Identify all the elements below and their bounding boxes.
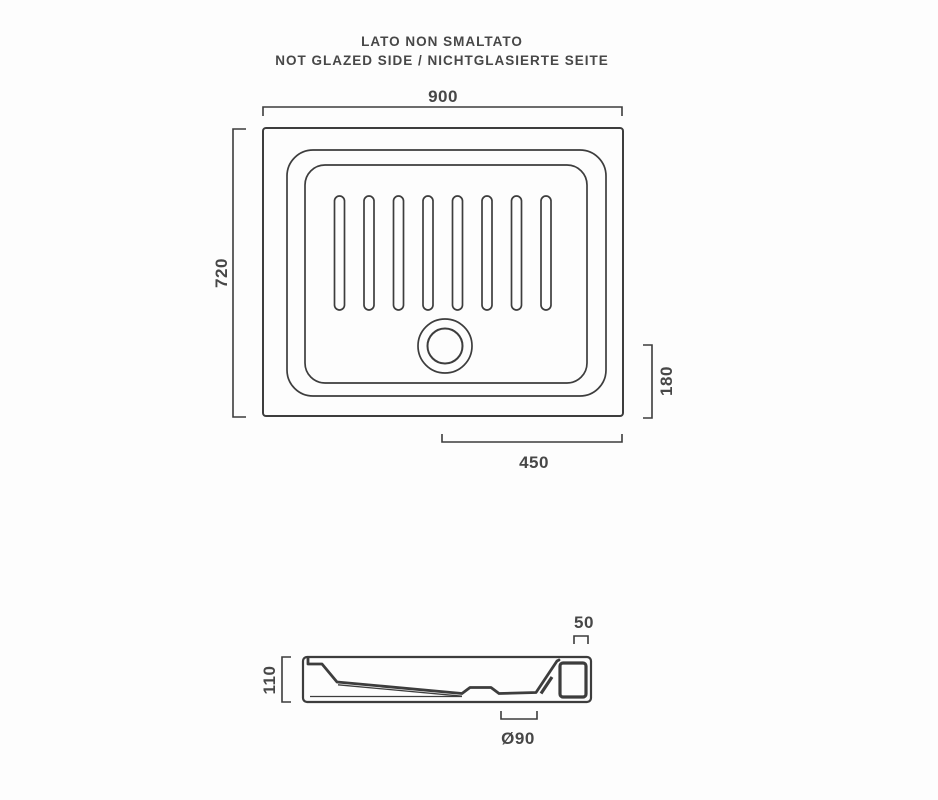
slot <box>364 196 374 310</box>
dimension-line <box>442 434 622 442</box>
dimension-label-o90: Ø90 <box>501 729 535 748</box>
slot <box>335 196 345 310</box>
dimension-label-180: 180 <box>657 366 676 396</box>
section-right-wall <box>560 663 586 697</box>
dimension-drain-offset-450 <box>442 434 622 472</box>
dimension-label-450: 450 <box>519 453 549 472</box>
section-cavity-line <box>308 658 559 694</box>
dimension-rim-50 <box>574 613 594 644</box>
top-view <box>212 87 676 472</box>
dimension-label-900: 900 <box>428 87 458 106</box>
dimension-drain-offset-180 <box>643 345 676 418</box>
slot <box>394 196 404 310</box>
drain-outer-circle <box>418 319 472 373</box>
dimension-label-50: 50 <box>574 613 594 632</box>
dimension-label-110: 110 <box>260 665 279 695</box>
header <box>275 34 609 68</box>
slot <box>423 196 433 310</box>
dimension-width-900 <box>263 87 622 116</box>
dimension-label-720: 720 <box>212 258 231 288</box>
dimension-line <box>263 107 622 116</box>
section-strut <box>541 677 552 694</box>
dimension-line <box>233 129 246 417</box>
side-view <box>260 613 594 748</box>
slot <box>512 196 522 310</box>
slot <box>453 196 463 310</box>
title-line1: LATO NON SMALTATO <box>361 34 523 49</box>
dimension-line <box>282 657 291 702</box>
dimension-line <box>643 345 652 418</box>
title-line2: NOT GLAZED SIDE / NICHTGLASIERTE SEITE <box>275 53 609 68</box>
tray-rim-inner <box>305 165 587 383</box>
drain-inner-circle <box>428 329 463 364</box>
dimension-line <box>501 711 537 719</box>
drain <box>418 319 472 373</box>
slot <box>541 196 551 310</box>
dimension-height-110 <box>260 657 291 702</box>
dimension-line <box>574 636 588 644</box>
dimension-drain-diameter-90 <box>501 711 537 748</box>
anti-slip-slots <box>335 196 552 310</box>
dimension-depth-720 <box>212 129 246 417</box>
slot <box>482 196 492 310</box>
